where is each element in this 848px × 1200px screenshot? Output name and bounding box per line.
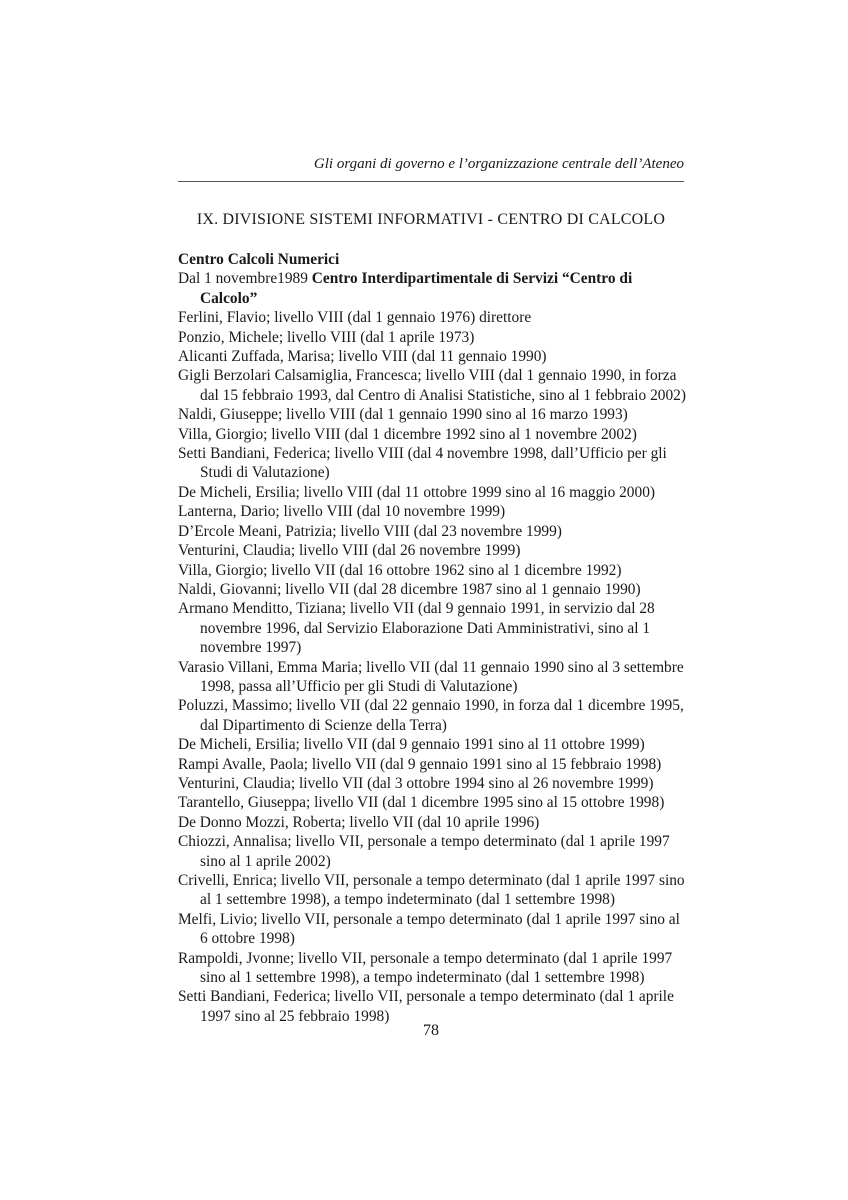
page-number: 78 [423, 1022, 439, 1039]
section-title: IX. DIVISIONE SISTEMI INFORMATIVI - CENTRO DI CALCOLO [196, 211, 666, 228]
staff-entry: Setti Bandiani, Federica; livello VIII (dal 4 novembre 1998, dall’Ufficio per gli Studi di Valutazione) [178, 445, 667, 482]
staff-entry: Tarantello, Giuseppa; livello VII (dal 1 dicembre 1995 sino al 15 ottobre 1998) [178, 794, 665, 812]
staff-entry: De Micheli, Ersilia; livello VII (dal 9 gennaio 1991 sino al 11 ottobre 1999) [178, 736, 645, 754]
staff-list [178, 308, 686, 1026]
staff-entry: Crivelli, Enrica; livello VII, personale a tempo determinato (dal 1 aprile 1997 sino al 1 settembre 1998), a tempo indeterminato (dal 1 settembre 1998) [178, 872, 685, 909]
staff-entry: Melfi, Livio; livello VII, personale a tempo determinato (dal 1 aprile 1997 sino al 6 ottobre 1998) [178, 910, 680, 948]
staff-entry: Rampi Avalle, Paola; livello VII (dal 9 gennaio 1991 sino al 15 febbraio 1998) [178, 755, 662, 773]
document-body [178, 250, 686, 1026]
staff-entry: De Donno Mozzi, Roberta; livello VII (dal 10 aprile 1996) [178, 813, 540, 831]
staff-entry: D’Ercole Meani, Patrizia; livello VIII (dal 23 novembre 1999) [178, 522, 562, 540]
staff-entry: Ponzio, Michele; livello VIII (dal 1 aprile 1973) [178, 328, 475, 346]
staff-entry: Chiozzi, Annalisa; livello VII, personale a tempo determinato (dal 1 aprile 1997 sino al 1 aprile 2002) [178, 833, 670, 870]
staff-entry: Setti Bandiani, Federica; livello VII, personale a tempo determinato (dal 1 aprile 1997 sino al 25 febbraio 1998) [178, 988, 674, 1025]
staff-entry: Naldi, Giuseppe; livello VIII (dal 1 gennaio 1990 sino al 16 marzo 1993) [178, 406, 628, 424]
intro-bold: Centro Interdipartimentale di Servizi “Centro di Calcolo” [200, 270, 633, 307]
staff-entry: Ferlini, Flavio; livello VIII (dal 1 gennaio 1976) direttore [178, 309, 532, 327]
staff-entry: Rampoldi, Jvonne; livello VII, personale a tempo determinato (dal 1 aprile 1997 sino al 1 settembre 1998), a tempo indeterminato (dal 1 settembre 1998) [178, 949, 673, 987]
staff-entry: De Micheli, Ersilia; livello VIII (dal 11 ottobre 1999 sino al 16 maggio 2000) [178, 483, 656, 501]
staff-entry: Armano Menditto, Tiziana; livello VII (dal 9 gennaio 1991, in servizio dal 28 novembre 1996, dal Servizio Elaborazione Dati Amministrativi, sino al 1 novembre 1997) [178, 600, 655, 657]
staff-entry: Villa, Giorgio; livello VIII (dal 1 dicembre 1992 sino al 1 novembre 2002) [178, 425, 637, 443]
intro-line [178, 269, 686, 308]
staff-entry: Venturini, Claudia; livello VIII (dal 26 novembre 1999) [178, 542, 521, 560]
staff-entry: Villa, Giorgio; livello VII (dal 16 ottobre 1962 sino al 1 dicembre 1992) [178, 561, 622, 579]
staff-entry: Lanterna, Dario; livello VIII (dal 10 novembre 1999) [178, 503, 506, 521]
running-header: Gli organi di governo e l’organizzazione centrale dell’Ateneo [313, 156, 684, 172]
subheading: Centro Calcoli Numerici [178, 251, 340, 268]
header-rule [178, 181, 684, 182]
staff-entry: Gigli Berzolari Calsamiglia, Francesca; livello VIII (dal 1 gennaio 1990, in forza dal 15 febbraio 1993, dal Centro di Analisi Statistiche, sino al 1 febbraio 2002) [178, 367, 686, 404]
intro-prefix: Dal 1 novembre1989 [178, 270, 312, 288]
staff-entry: Naldi, Giovanni; livello VII (dal 28 dicembre 1987 sino al 1 gennaio 1990) [178, 580, 641, 598]
staff-entry: Venturini, Claudia; livello VII (dal 3 ottobre 1994 sino al 26 novembre 1999) [178, 774, 654, 792]
staff-entry: Alicanti Zuffada, Marisa; livello VIII (dal 11 gennaio 1990) [178, 348, 547, 366]
staff-entry: Poluzzi, Massimo; livello VII (dal 22 gennaio 1990, in forza dal 1 dicembre 1995, dal Dipartimento di Scienze della Terra) [178, 697, 684, 734]
staff-entry: Varasio Villani, Emma Maria; livello VII (dal 11 gennaio 1990 sino al 3 settembre 1998, passa all’Ufficio per gli Studi di Valutazione) [178, 658, 684, 695]
